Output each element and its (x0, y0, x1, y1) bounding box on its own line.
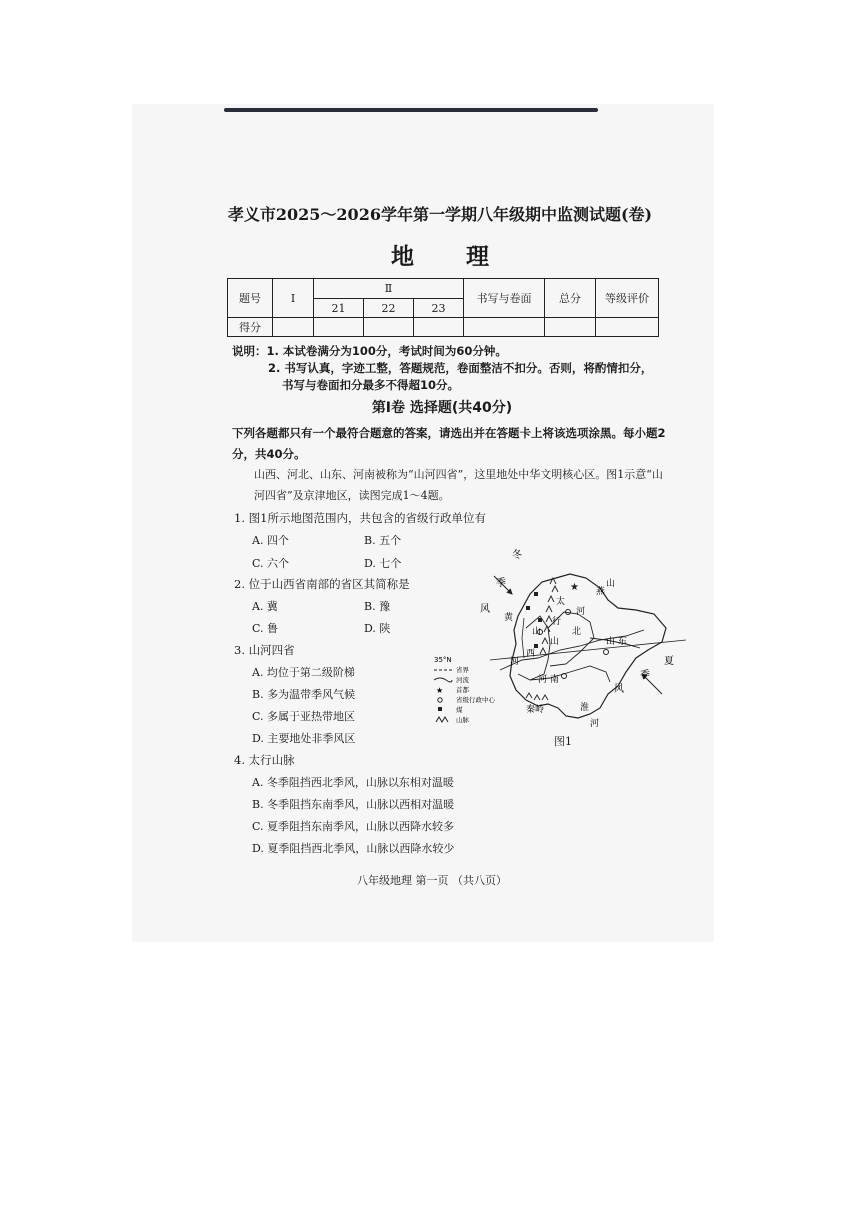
q1-option-c[interactable]: C. 六个 (252, 557, 290, 570)
label-ke: 河 (510, 657, 520, 667)
label-ji: 季 (496, 578, 506, 589)
label-feng2: 风 (614, 684, 624, 695)
page-footer: 八年级地理 第一页 （共八页） (357, 874, 507, 887)
sub-col-23: 23 (414, 299, 464, 318)
svg-text:★: ★ (436, 686, 444, 695)
q2-option-a[interactable]: A. 冀 (252, 600, 278, 613)
region-outline (510, 574, 666, 718)
river-vertical (522, 618, 524, 658)
coal-mark (538, 618, 542, 622)
question-1-stem: 1. 图1所示地图范围内，共包含的省级行政单位有 (234, 511, 486, 525)
label-huang: 黄 (504, 613, 514, 623)
note-line-2: 2. 书写认真，字迹工整，答题规范，卷面整洁不扣分。否则，将酌情扣分， (268, 361, 653, 375)
row-defen: 得分 (228, 318, 273, 337)
label-dong: 冬 (512, 550, 522, 561)
q1-option-b[interactable]: B. 五个 (364, 534, 402, 547)
label-huai: 淮 (580, 703, 590, 713)
score-cell (464, 318, 545, 337)
col-tihao: 题号 (228, 279, 273, 318)
legend-mountain: 山脉 (456, 716, 469, 724)
label-bei: 北 (572, 627, 582, 637)
map-legend (434, 665, 496, 724)
q2-option-b[interactable]: B. 豫 (364, 600, 391, 613)
note-line-1: 说明：1. 本试卷满分为100分，考试时间为60分钟。 (232, 344, 507, 358)
q4-option-c[interactable]: C. 夏季阻挡东南季风，山脉以西降水较多 (252, 820, 455, 833)
label-he2: 河 (576, 607, 586, 617)
label-shan1: 山 (532, 627, 542, 637)
label-xia: 夏 (664, 656, 674, 667)
latitude-35n-line (490, 640, 686, 660)
score-cell (596, 318, 659, 337)
instruction: 下列各题都只有一个最符合题意的答案，请选出并在答题卡上将该选项涂黑。每小题2分，共40分。 (232, 426, 666, 461)
note-line-3: 书写与卷面扣分最多不得超10分。 (282, 378, 460, 392)
score-cell (364, 318, 414, 337)
label-shan-ne2: 山 (606, 579, 616, 589)
coal-mark (534, 644, 538, 648)
score-cell (545, 318, 596, 337)
section-title: 第Ⅰ卷 选择题(共40分) (371, 400, 513, 416)
col-shuxie: 书写与卷面 (464, 279, 545, 318)
coal-mark (534, 592, 538, 596)
label-shan2: 山 (550, 637, 560, 647)
label-lat: 35°N (434, 656, 452, 664)
capital-circle (604, 650, 609, 655)
q4-option-b[interactable]: B. 冬季阻挡东南季风，山脉以西相对温暖 (252, 798, 455, 811)
legend-provincial-center: 省级行政中心 (456, 696, 495, 704)
legend-coal: 煤 (456, 706, 463, 714)
label-he3: 河 (590, 719, 600, 729)
question-3-stem: 3. 山河四省 (234, 643, 295, 657)
q2-option-d[interactable]: D. 陕 (364, 622, 391, 635)
q1-option-d[interactable]: D. 七个 (364, 557, 402, 570)
coal-mark (526, 606, 530, 610)
label-qinling: 秦岭 (526, 705, 545, 715)
label-ji2: 季 (640, 670, 650, 681)
qinling-mountains (526, 693, 548, 700)
figure-caption: 图1 (554, 735, 572, 748)
exam-notes (232, 343, 672, 394)
score-cell (273, 318, 314, 337)
q4-option-a[interactable]: A. 冬季阻挡西北季风，山脉以东相对温暖 (252, 776, 454, 789)
col-zongfen: 总分 (545, 279, 596, 318)
col-i: Ⅰ (273, 279, 314, 318)
question-2-stem: 2. 位于山西省南部的省区其简称是 (234, 577, 410, 591)
sub-col-21: 21 (314, 299, 364, 318)
label-henan: 河 南 (538, 675, 559, 685)
q3-option-a[interactable]: A. 均位于第二级阶梯 (252, 666, 355, 679)
figure-1-map (430, 548, 690, 734)
exam-title: 孝义市2025～2026学年第一学期八年级期中监测试题(卷) (227, 205, 653, 224)
beijing-star: ★ (570, 582, 579, 593)
label-feng: 风 (480, 604, 490, 615)
subject-title: 地 理 (390, 243, 511, 270)
passage-text: 山西、河北、山东、河南被称为“山河四省”，这里地处中华文明核心区。图1示意“山河四省”及京津地区，读图完成1～4题。 (254, 468, 663, 502)
legend-river: 河流 (456, 676, 469, 684)
q4-option-d[interactable]: D. 夏季阻挡西北季风，山脉以西降水较少 (252, 842, 455, 855)
score-cell (414, 318, 464, 337)
col-dengji: 等级评价 (596, 279, 659, 318)
label-hang: 行 (552, 617, 562, 627)
scan-edge-bar (224, 108, 598, 112)
score-cell (314, 318, 364, 337)
legend-capital: 首都 (456, 686, 469, 694)
sub-col-22: 22 (364, 299, 414, 318)
passage (232, 464, 666, 506)
col-ii: Ⅱ (314, 279, 464, 299)
legend-boundary: 省界 (456, 666, 469, 674)
label-shandong: 山 东 (606, 637, 627, 647)
q2-option-c[interactable]: C. 鲁 (252, 622, 279, 635)
label-tai: 太 (556, 597, 566, 607)
label-xi: 西 (526, 649, 536, 659)
question-4-stem: 4. 太行山脉 (234, 753, 295, 767)
score-table (227, 278, 659, 337)
q3-option-c[interactable]: C. 多属于亚热带地区 (252, 710, 356, 723)
label-shan-ne: 燕 (596, 587, 606, 597)
q3-option-b[interactable]: B. 多为温带季风气候 (252, 688, 356, 701)
q3-option-d[interactable]: D. 主要地处非季风区 (252, 732, 356, 745)
q1-option-a[interactable]: A. 四个 (252, 534, 289, 547)
